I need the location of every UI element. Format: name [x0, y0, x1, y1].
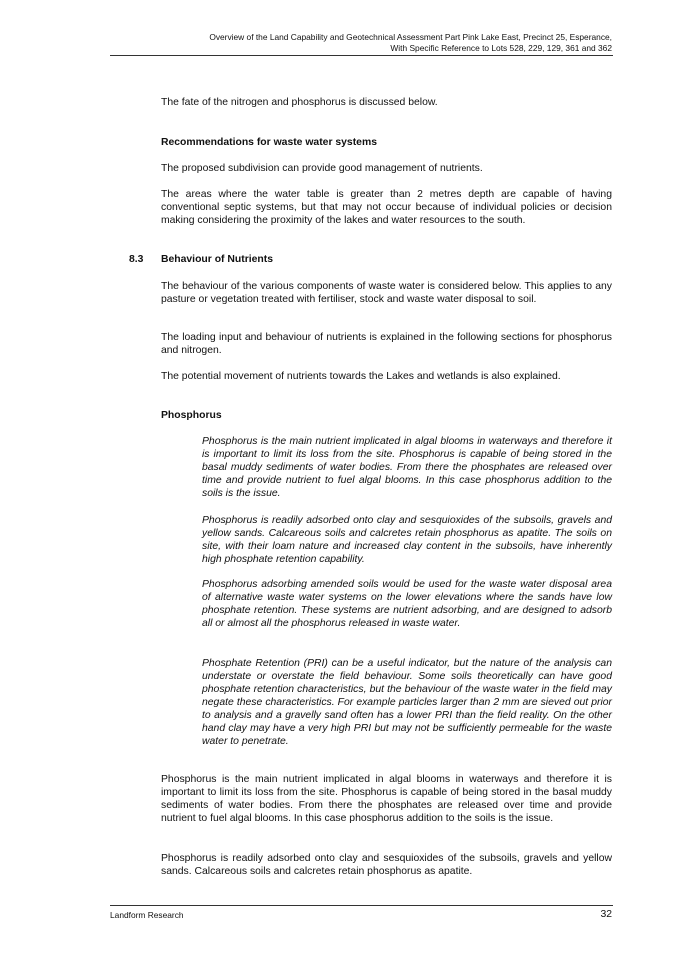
footer-rule [110, 905, 613, 906]
phosphorus-heading: Phosphorus [161, 410, 222, 421]
header-line-1: Overview of the Land Capability and Geotechnical Assessment Part Pink Lake East, Precinct 25, Esperance, [209, 32, 612, 42]
section-number: 8.3 [129, 254, 144, 265]
header-line-2: With Specific Reference to Lots 528, 229, 129, 361 and 362 [390, 43, 612, 53]
quote-paragraph-2: Phosphorus is readily adsorbed onto clay and sesquioxides of the subsoils, gravels and yellow sands. Calcareous soils and calcretes retain phosphorus as apatite. The soils on site, with their loam nature and increased clay content in the subsoils, have inherently high phosphate retention capability. [202, 515, 612, 565]
footer-left-text: Landform Research [110, 910, 184, 920]
recommendations-heading: Recommendations for waste water systems [161, 137, 377, 148]
behaviour-paragraph-3: The potential movement of nutrients towards the Lakes and wetlands is also explained. [161, 371, 561, 382]
recommendations-paragraph-2: The areas where the water table is greater than 2 metres depth are capable of having conventional septic systems, but that may not occur because of individual policies or decision making considering the proximity of the lakes and water resources to the south. [161, 189, 612, 226]
page-number: 32 [600, 909, 612, 920]
intro-paragraph: The fate of the nitrogen and phosphorus is discussed below. [161, 97, 438, 108]
behaviour-paragraph-2: The loading input and behaviour of nutrients is explained in the following sections for phosphorus and nitrogen. [161, 332, 612, 356]
quote-paragraph-3: Phosphorus adsorbing amended soils would be used for the waste water disposal area of alternative waste water systems on the lower elevations where the sands have low phosphate retention. These systems are nutrient adsorbing, and are designed to adsorb all or almost all the phosphorus released in waste water. [202, 579, 612, 629]
quote-paragraph-4: Phosphate Retention (PRI) can be a useful indicator, but the nature of the analysis can understate or overstate the field behaviour. Some soils theoretically can have good phosphate retention characteristics, but the behaviour of the waste water in the field may negate these characteristics. For example particles larger than 2 mm are sieved out prior to analysis and a gravelly sand often has a lower PRI than the field reality. On the other hand clay may have a very high PRI but may not be sufficiently permeable for the waste water to penetrate. [202, 658, 612, 747]
section-title: Behaviour of Nutrients [161, 254, 273, 265]
behaviour-paragraph-1: The behaviour of the various components of waste water is considered below. This applies to any pasture or vegetation treated with fertiliser, stock and waste water disposal to soil. [161, 281, 612, 305]
recommendations-paragraph-1: The proposed subdivision can provide good management of nutrients. [161, 163, 483, 174]
running-header [110, 32, 612, 54]
closing-paragraph-1: Phosphorus is the main nutrient implicated in algal blooms in waterways and therefore it is important to limit its loss from the site. Phosphorus is capable of being stored in the basal muddy sediments of water bodies. From there the phosphates are released over time and provide nutrient to fuel algal blooms. In this case phosphorus addition to the soils is the issue. [161, 774, 612, 824]
header-rule [110, 55, 613, 56]
quote-paragraph-1: Phosphorus is the main nutrient implicated in algal blooms in waterways and therefore it is important to limit its loss from the site. Phosphorus is capable of being stored in the basal muddy sediments of water bodies. From there the phosphates are released over time and provide nutrient to fuel algal blooms. In this case phosphorus addition to the soils is the issue. [202, 436, 612, 499]
closing-paragraph-2: Phosphorus is readily adsorbed onto clay and sesquioxides of the subsoils, gravels and yellow sands. Calcareous soils and calcretes retain phosphorus as apatite. [161, 853, 612, 877]
